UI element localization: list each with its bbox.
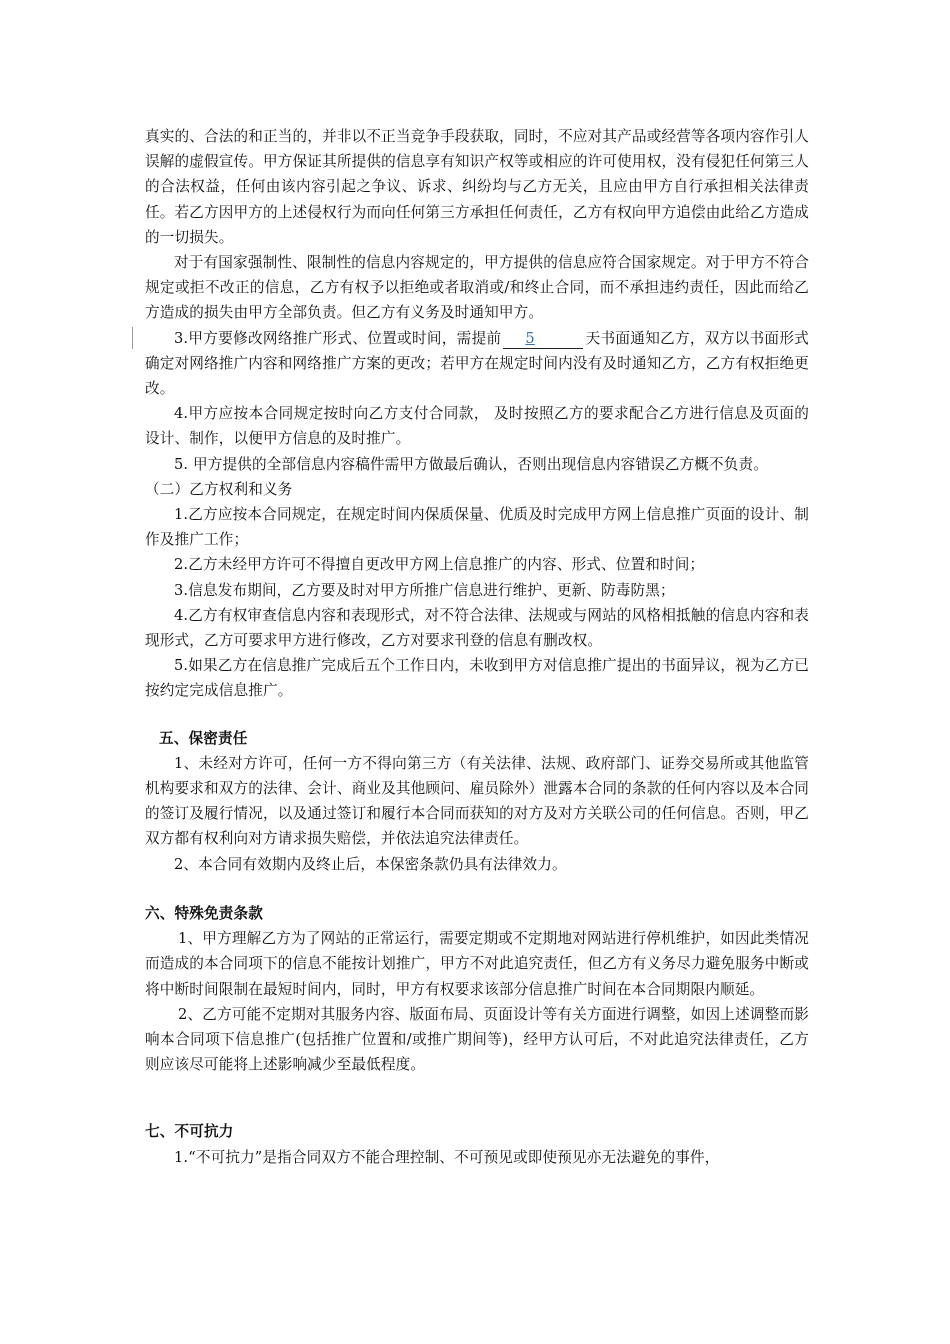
yi-item-1: 1.乙方应按本合同规定，在规定时间内保质保量、优质及时完成甲方网上信息推广页面的设计、制作及推广工作； bbox=[145, 506, 809, 549]
modify-notice-text-after: 天书面通知乙方，双方以书面形式确定对网络推广内容和网络推广方案的更改；若甲方在规定时间内没有及时通知乙方，乙方有权拒绝更改。 bbox=[145, 329, 809, 398]
notice-days-value: 5 bbox=[525, 329, 535, 347]
yi-item-2: 2.乙方未经甲方许可不得擅自更改甲方网上信息推广的内容、形式、位置和时间； bbox=[174, 556, 705, 574]
modify-notice-text-before: 3.甲方要修改网络推广形式、位置或时间，需提前 bbox=[174, 329, 502, 347]
force-majeure-item-1: 1.“不可抗力”是指合同双方不能合理控制、不可预见或即使预见亦无法避免的事件， bbox=[174, 1148, 720, 1166]
paragraph-content-guarantee: 真实的、合法的和正当的，并非以不正当竞争手段获取，同时，不应对其产品或经营等各项内容作引人误解的虚假宣传。甲方保证其所提供的信息享有知识产权等或相应的许可使用权，没有侵犯任何第三人的合法权益，任何由该内容引起之争议、诉求、纠纷均与乙方无关，且应由甲方自行承担相关法律责任。若乙方因甲方的上述侵权行为而向任何第三方承担任何责任，乙方有权向甲方追偿由此给乙方造成的一切损失。 bbox=[145, 128, 809, 246]
exemption-item-1: 1、甲方理解乙方为了网站的正常运行，需要定期或不定期地对网站进行停机维护，如因此类情况而造成的本合同项下的信息不能按计划推广，甲方不对此追究责任，但乙方有义务尽力避免服务中断或将中断时间限制在最短时间内，同时，甲方有权要求该部分信息推广时间在本合同期限内顺延。 bbox=[145, 930, 809, 998]
section-exemption-title: 六、特殊免责条款 bbox=[145, 904, 263, 922]
document-body bbox=[145, 124, 809, 1170]
revision-margin-mark bbox=[132, 327, 133, 349]
yi-item-5: 5.如果乙方在信息推广完成后五个工作日内，未收到甲方对信息推广提出的书面异议，视为乙方已按约定完成信息推广。 bbox=[145, 657, 809, 700]
exemption-item-2: 2、乙方可能不定期对其服务内容、版面布局、页面设计等有关方面进行调整，如因上述调整而影响本合同项下信息推广(包括推广位置和/或推广期间等)，经甲方认可后，不对此追究法律责任，乙方则应该尽可能将上述影响减少至最低程度。 bbox=[145, 1005, 809, 1074]
section-confidentiality-title: 五、保密责任 bbox=[159, 729, 248, 747]
confidentiality-item-1: 1、未经对方许可，任何一方不得向第三方（有关法律、法规、政府部门、证券交易所或其他监管机构要求和双方的法律、会计、商业及其他顾问、雇员除外）泄露本合同的条款的任何内容以及本合同的签订及履行情况，以及通过签订和履行本合同而获知的对方及对方关联公司的任何信息。否则，甲乙双方都有权利向对方请求损失赔偿，并依法追究法律责任。 bbox=[145, 754, 809, 848]
paragraph-confirmation: 5. 甲方提供的全部信息内容稿件需甲方做最后确认，否则出现信息内容错误乙方概不负责。 bbox=[174, 455, 769, 473]
yi-item-4: 4.乙方有权审查信息内容和表现形式，对不符合法律、法规或与网站的风格相抵触的信息内容和表现形式，乙方可要求甲方进行修改，乙方对要求刊登的信息有删改权。 bbox=[145, 606, 809, 650]
yi-rights-heading: （二）乙方权利和义务 bbox=[145, 480, 293, 498]
notice-days-blank bbox=[503, 330, 583, 349]
yi-item-3: 3.信息发布期间，乙方要及时对甲方所推广信息进行维护、更新、防毒防黑； bbox=[174, 581, 675, 599]
paragraph-payment: 4.甲方应按本合同规定按时向乙方支付合同款， 及时按照乙方的要求配合乙方进行信息及页面的设计、制作，以便甲方信息的及时推广。 bbox=[145, 405, 809, 448]
section-force-majeure-title: 七、不可抗力 bbox=[145, 1123, 234, 1141]
paragraph-modify-notice bbox=[145, 326, 809, 402]
paragraph-mandatory-info: 对于有国家强制性、限制性的信息内容规定的，甲方提供的信息应符合国家规定。对于甲方不符合规定或拒不改正的信息，乙方有权予以拒绝或者取消或/和终止合同，而不承担违约责任，因此而给乙方造成的损失由甲方全部负责。但乙方有义务及时通知甲方。 bbox=[145, 254, 809, 322]
confidentiality-item-2: 2、本合同有效期内及终止后，本保密条款仍具有法律效力。 bbox=[174, 855, 567, 873]
